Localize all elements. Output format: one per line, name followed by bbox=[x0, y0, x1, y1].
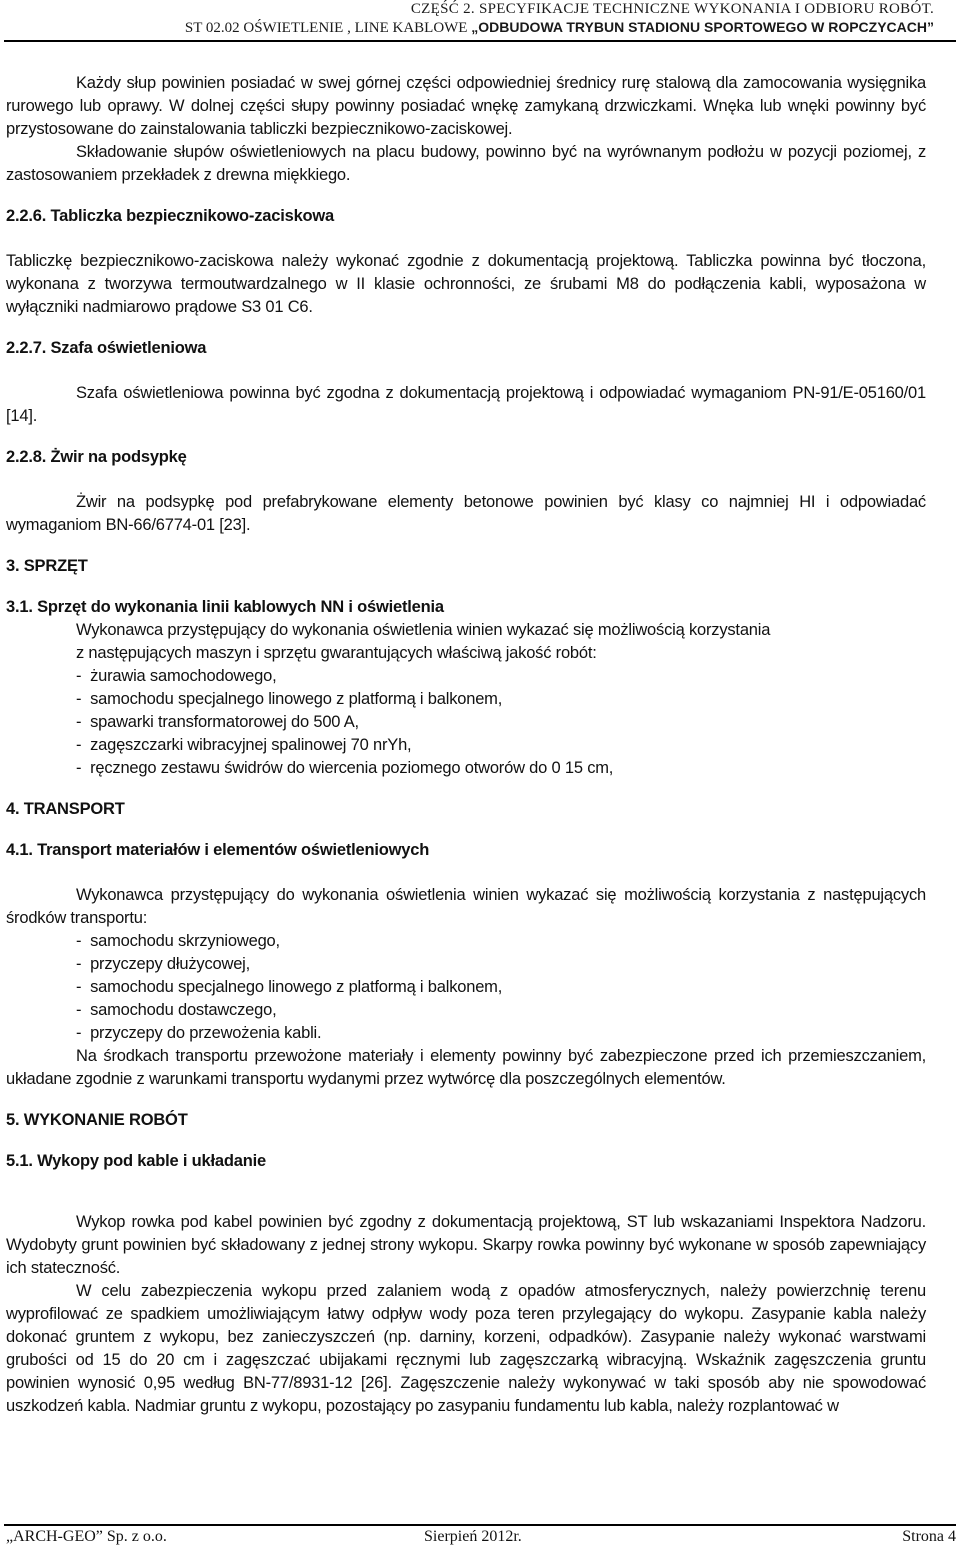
heading-5-works: 5. WYKONANIE ROBÓT bbox=[6, 1111, 188, 1129]
list-item: - ręcznego zestawu świdrów do wiercenia poziomego otworów do 0 15 cm, bbox=[76, 757, 926, 780]
footer-page-number: Strona 4 bbox=[902, 1528, 956, 1545]
list-item: - samochodu dostawczego, bbox=[76, 999, 926, 1022]
paragraph-lighting-cabinet: Szafa oświetleniowa powinna być zgodna z dokumentacją projektową i odpowiadać wymaganiom PN-91/E-05160/01 [14]. bbox=[6, 384, 926, 425]
list-item: - zagęszczarki wibracyjnej spalinowej 70 nrYh, bbox=[76, 734, 926, 757]
paragraph-trench-protection: W celu zabezpieczenia wykopu przed zalaniem wodą z opadów atmosferycznych, należy powierzchnię terenu wyprofilować ze spadkiem umożliwiającym łatwy odpływ wody poza teren przylegający do wykopu. Zasypanie kabla należy dokonać gruntem z wykopu, bez zanieczyszczeń (np. darniny, korzeni, odpadków). Zasypanie należy wykonać warstwami grubości od 15 do 20 cm i zagęszczać ubijakami ręcznymi lub zagęszczarką wibracyjną. Wskaźnik zagęszczenia gruntu powinien wynosić 0,95 według BN-77/8931-12 [26]. Zagęszczenie należy wykonywać w taki sposób aby nie spowodować uszkodzeń kabla. Nadmiar gruntu z wykopu, pozostający po zasypaniu fundamentu lub kabla, należy rozplantować w bbox=[6, 1282, 926, 1415]
heading-3-1: 3.1. Sprzęt do wykonania linii kablowych NN i oświetlenia bbox=[6, 598, 444, 616]
paragraph-fuse-plate: Tabliczkę bezpiecznikowo-zaciskowa należy wykonać zgodnie z dokumentacją projektową. Tabliczka powinna być tłoczona, wykonana z tworzywa termoutwardzalnego w II klasie ochronności, ze śrubami M8 do podłączenia kabli, wyposażona w wyłączniki nadmiarowo prądowe S3 01 C6. bbox=[6, 252, 926, 316]
page-footer bbox=[6, 1528, 956, 1550]
header-divider bbox=[4, 40, 956, 42]
footer-divider bbox=[4, 1524, 956, 1526]
page-header bbox=[185, 0, 934, 37]
equipment-intro bbox=[6, 619, 926, 665]
footer-company: „ARCH-GEO” Sp. z o.o. bbox=[6, 1528, 167, 1545]
paragraph-trench: Wykop rowka pod kabel powinien być zgodny z dokumentacją projektową, ST lub wskazaniami Inspektora Nadzoru. Wydobyty grunt powinien być składowany z jednej strony wykopu. Skarpy rowka powinny być wykonane w sposób zapewniający ich stateczność. bbox=[6, 1213, 926, 1277]
paragraph-transport-securing: Na środkach transportu przewożone materiały i elementy powinny być zabezpieczone przed ich przemieszczaniem, układane zgodnie z warunkami transportu wydanymi przez wytwórcę dla poszczególnych elementów. bbox=[6, 1047, 926, 1088]
list-item: - żurawia samochodowego, bbox=[76, 665, 926, 688]
footer-date: Sierpień 2012r. bbox=[424, 1528, 522, 1545]
document-body bbox=[6, 72, 926, 1418]
header-project-name: „ODBUDOWA TRYBUN STADIONU SPORTOWEGO W ROPCZYCACH” bbox=[471, 19, 934, 35]
paragraph-pole-description: Każdy słup powinien posiadać w swej górnej części odpowiedniej średnicy rurę stalową dla zamocowania wysięgnika rurowego lub oprawy. W dolnej części słupy powinny posiadać wnękę zamykaną drzwiczkami. Wnęka lub wnęki powinny być przystosowane do zainstalowania tabliczki bezpiecznikowo-zaciskowej. bbox=[6, 74, 926, 138]
paragraph-pole-storage: Składowanie słupów oświetleniowych na placu budowy, powinno być na wyrównanym podłożu w pozycji poziomej, z zastosowaniem przekładek z drewna miękkiego. bbox=[6, 143, 926, 184]
list-item: - przyczepy dłużycowej, bbox=[76, 953, 926, 976]
transport-list bbox=[6, 930, 926, 1045]
equipment-intro-line-1: Wykonawca przystępujący do wykonania oświetlenia winien wykazać się możliwością korzystania bbox=[76, 621, 771, 639]
heading-4-transport: 4. TRANSPORT bbox=[6, 800, 125, 818]
equipment-intro-line-2: z następujących maszyn i sprzętu gwarantujących właściwą jakość robót: bbox=[76, 644, 597, 662]
heading-2-2-6: 2.2.6. Tabliczka bezpiecznikowo-zaciskowa bbox=[6, 207, 335, 225]
header-spec-code: ST 02.02 OŚWIETLENIE , LINE KABLOWE bbox=[184, 20, 472, 36]
paragraph-gravel: Żwir na podsypkę pod prefabrykowane elementy betonowe powinien być klasy co najmniej HI i odpowiadać wymaganiom BN-66/6774-01 [23]. bbox=[6, 493, 926, 534]
heading-4-1: 4.1. Transport materiałów i elementów oświetleniowych bbox=[6, 841, 430, 859]
heading-5-1: 5.1. Wykopy pod kable i układanie bbox=[6, 1152, 266, 1170]
header-spec-title bbox=[185, 18, 934, 37]
list-item: - samochodu skrzyniowego, bbox=[76, 930, 926, 953]
paragraph-transport-intro: Wykonawca przystępujący do wykonania oświetlenia winien wykazać się możliwością korzystania z następujących środków transportu: bbox=[6, 886, 926, 927]
list-item: - samochodu specjalnego linowego z platformą i balkonem, bbox=[76, 976, 926, 999]
list-item: - spawarki transformatorowej do 500 A, bbox=[76, 711, 926, 734]
list-item: - samochodu specjalnego linowego z platformą i balkonem, bbox=[76, 688, 926, 711]
heading-2-2-8: 2.2.8. Żwir na podsypkę bbox=[6, 448, 187, 466]
equipment-list bbox=[6, 665, 926, 780]
header-part-title: CZĘŚĆ 2. SPECYFIKACJE TECHNICZNE WYKONANIA I ODBIORU ROBÓT. bbox=[410, 1, 934, 17]
heading-3-equipment: 3. SPRZĘT bbox=[6, 557, 88, 575]
list-item: - przyczepy do przewożenia kabli. bbox=[76, 1022, 926, 1045]
heading-2-2-7: 2.2.7. Szafa oświetleniowa bbox=[6, 339, 207, 357]
